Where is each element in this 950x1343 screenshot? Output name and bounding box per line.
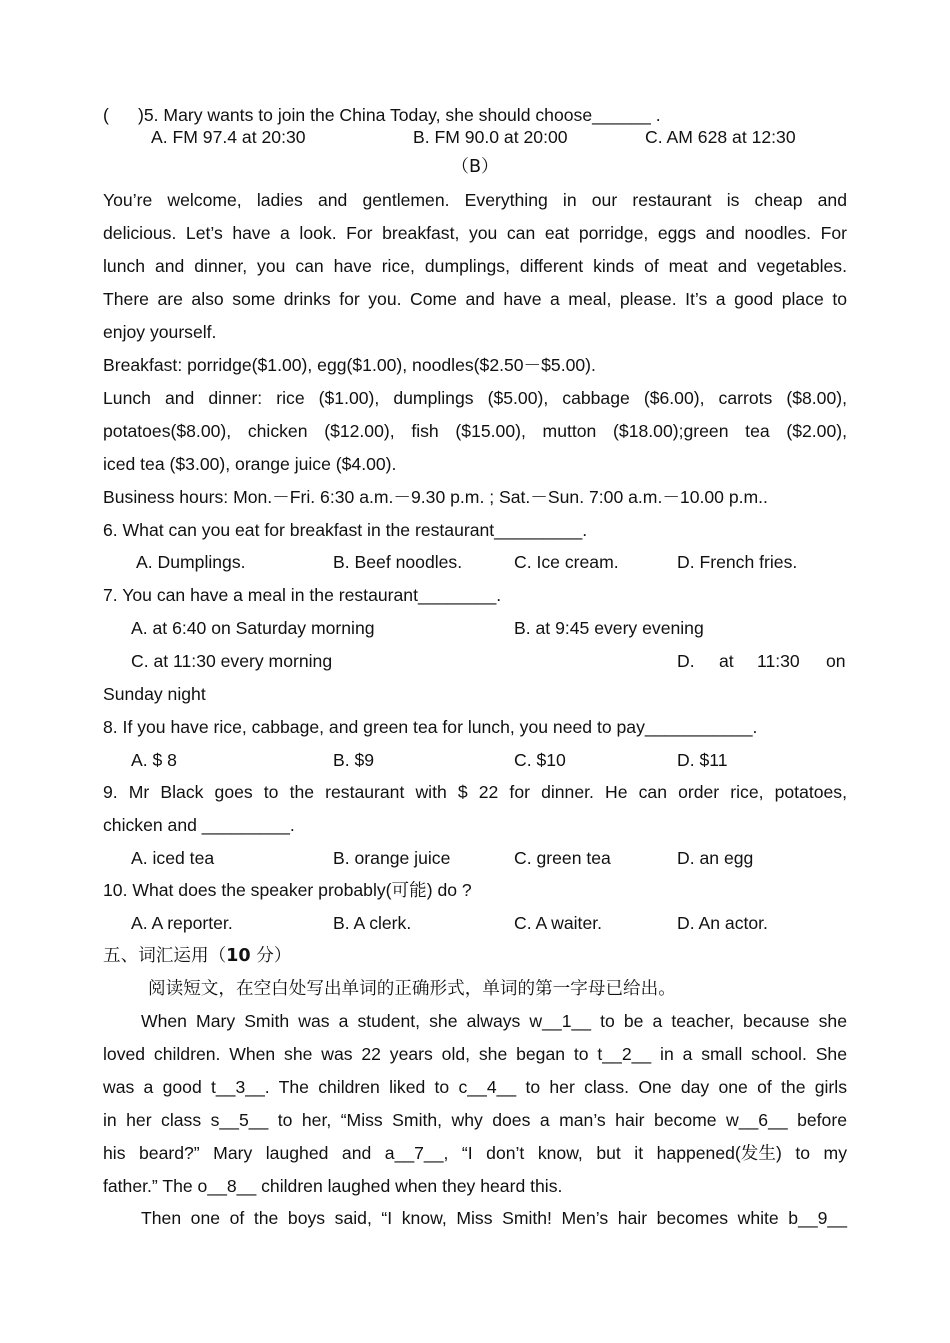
- q5-stem: )5. Mary wants to join the China Today, she should choose______ .: [138, 105, 661, 125]
- q7-option-d-word: Sunday night: [103, 684, 206, 704]
- q5-option-c: C. AM 628 at 12:30: [645, 127, 796, 147]
- passage-b-line: lunch and dinner, you can have rice, dumplings, different kinds of meat and vegetables.: [103, 256, 847, 276]
- cloze-line-part: his beard?” Mary laughed and a__7__, “I don’t know, but it happened(: [103, 1143, 741, 1163]
- cloze-line: father.” The o__8__ children laughed when they heard this.: [103, 1176, 563, 1196]
- q10-stem-part: 10. What does the speaker probably(: [103, 880, 392, 900]
- q7-option-a: A. at 6:40 on Saturday morning: [131, 618, 375, 638]
- q6-option-a: A. Dumplings.: [136, 552, 246, 572]
- passage-b-line: There are also some drinks for you. Come and have a meal, please. It’s a good place to: [103, 289, 847, 309]
- q10-option-d: D. An actor.: [677, 913, 768, 933]
- q6-option-d: D. French fries.: [677, 552, 798, 572]
- cloze-line: was a good t__3__. The children liked to c__4__ to her class. One day one of the girls: [103, 1077, 847, 1097]
- menu-lunch-line: iced tea ($3.00), orange juice ($4.00).: [103, 454, 397, 474]
- q7-stem: 7. You can have a meal in the restaurant________.: [103, 585, 502, 605]
- q6-stem: 6. What can you eat for breakfast in the restaurant_________.: [103, 520, 588, 540]
- q5-option-a: A. FM 97.4 at 20:30: [151, 127, 306, 147]
- q10-option-b: B. A clerk.: [333, 913, 412, 933]
- q6-option-b: B. Beef noodles.: [333, 552, 463, 572]
- cloze-line-part: ) to my: [775, 1143, 847, 1163]
- q7-option-d-word: on: [826, 651, 846, 671]
- q9-stem-line: chicken and _________.: [103, 815, 295, 835]
- cloze-line: in her class s__5__ to her, “Miss Smith, why does a man’s hair become w__6__ before: [103, 1110, 847, 1130]
- q5-paren: (: [103, 105, 109, 125]
- business-hours: Business hours: Mon.－Fri. 6:30 a.m.－9.30 p.m. ; Sat.－Sun. 7:00 a.m.－10.00 p.m..: [103, 487, 768, 507]
- q9-option-a: A. iced tea: [131, 848, 215, 868]
- q9-option-d: D. an egg: [677, 848, 754, 868]
- q8-option-c: C. $10: [514, 750, 566, 770]
- q10-stem: [103, 879, 847, 902]
- cloze-line: When Mary Smith was a student, she always w__1__ to be a teacher, because she: [141, 1011, 847, 1031]
- cloze-line: Then one of the boys said, “I know, Miss Smith! Men’s hair becomes white b__9__: [141, 1208, 847, 1228]
- q10-stem-chinese: 可能: [391, 881, 427, 901]
- passage-b-line: You’re welcome, ladies and gentlemen. Everything in our restaurant is cheap and: [103, 190, 847, 210]
- q9-option-b: B. orange juice: [333, 848, 451, 868]
- q7-option-d-word: 11:30: [757, 651, 800, 671]
- cloze-line: loved children. When she was 22 years old, she began to t__2__ in a small school. She: [103, 1044, 847, 1064]
- section-title-text: 五、词汇运用（: [103, 946, 227, 966]
- q9-stem-line: 9. Mr Black goes to the restaurant with $ 22 for dinner. He can order rice, potatoes,: [103, 782, 847, 802]
- q7-option-c: C. at 11:30 every morning: [131, 651, 333, 671]
- cloze-chinese: 发生: [740, 1144, 776, 1164]
- q10-stem-part: ) do ?: [426, 880, 472, 900]
- menu-lunch-line: Lunch and dinner: rice ($1.00), dumplings ($5.00), cabbage ($6.00), carrots ($8.00),: [103, 388, 847, 408]
- q10-option-a: A. A reporter.: [131, 913, 233, 933]
- section-title-unit: 分）: [250, 946, 292, 966]
- q8-option-b: B. $9: [333, 750, 375, 770]
- q8-option-d: D. $11: [677, 750, 728, 770]
- q7-option-d-label: D.: [677, 651, 695, 671]
- passage-b-line: delicious. Let’s have a look. For breakfast, you can eat porridge, eggs and noodles. For: [103, 223, 847, 243]
- section-title: [103, 945, 847, 967]
- q6-option-c: C. Ice cream.: [514, 552, 619, 572]
- passage-b-heading: （B）: [451, 157, 499, 177]
- q5-option-b: B. FM 90.0 at 20:00: [413, 127, 568, 147]
- q10-option-c: C. A waiter.: [514, 913, 603, 933]
- menu-lunch-line: potatoes($8.00), chicken ($12.00), fish ($15.00), mutton ($18.00);green tea ($2.00),: [103, 421, 847, 441]
- menu-breakfast: Breakfast: porridge($1.00), egg($1.00), noodles($2.50－$5.00).: [103, 355, 596, 375]
- cloze-line: [103, 1142, 847, 1165]
- q8-option-a: A. $ 8: [131, 750, 177, 770]
- q8-stem: 8. If you have rice, cabbage, and green tea for lunch, you need to pay___________.: [103, 717, 758, 737]
- section-instruction: 阅读短文，在空白处写出单词的正确形式，单词的第一字母已给出。: [148, 979, 676, 999]
- q7-option-d-word: at: [719, 651, 734, 671]
- q7-option-b: B. at 9:45 every evening: [514, 618, 704, 638]
- section-title-score: 10: [226, 946, 251, 966]
- passage-b-line: enjoy yourself.: [103, 322, 217, 342]
- q9-option-c: C. green tea: [514, 848, 611, 868]
